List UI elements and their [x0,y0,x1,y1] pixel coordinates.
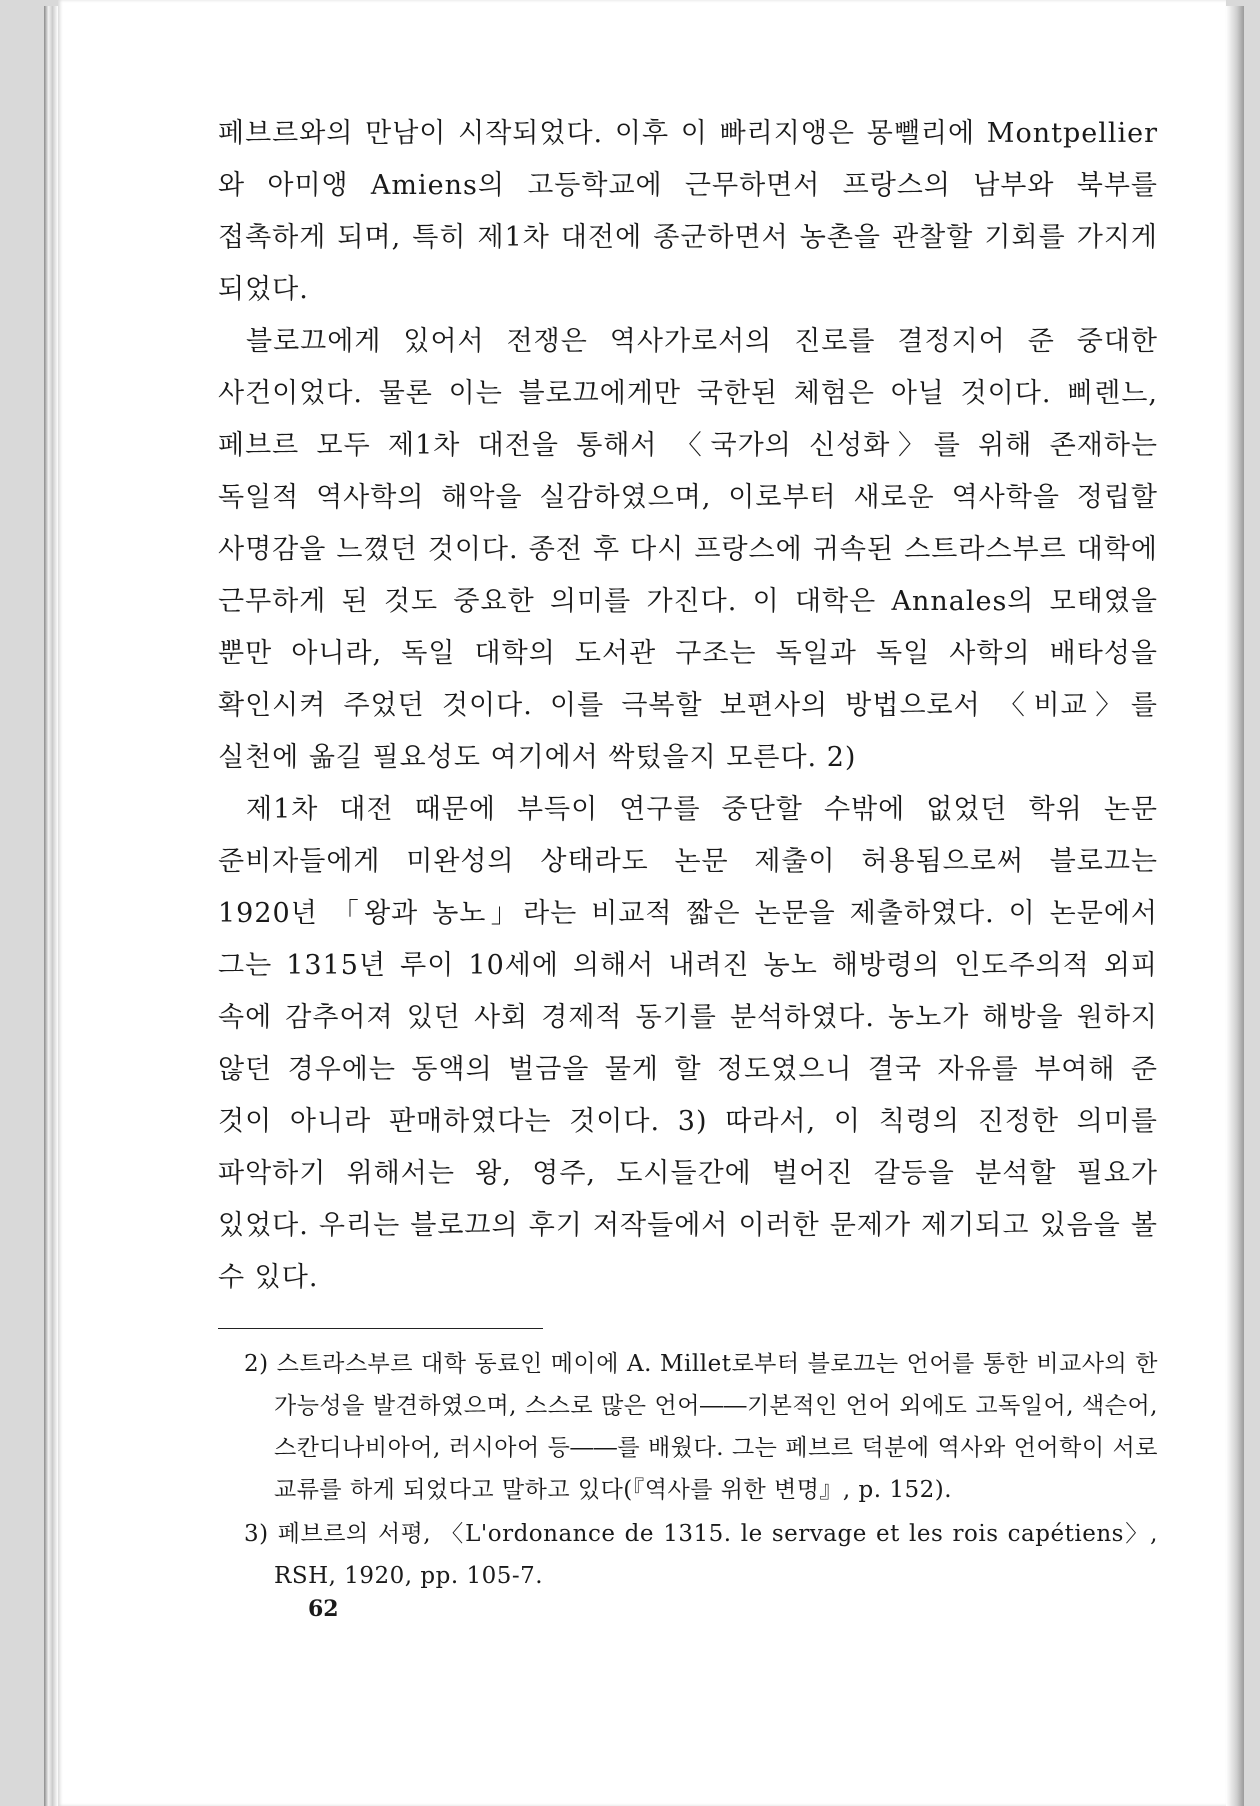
paragraph-1: 페브르와의 만남이 시작되었다. 이후 이 빠리지앵은 몽뺄리에 Montpellier 와 아미앵 Amiens의 고등학교에 근무하면서 프랑스의 남부와 북부를 접촉하게 되며, 특히 제1차 대전에 종군하면서 농촌을 관찰할 기회를 가지게 되었다. [218,118,1158,305]
paragraph-3: 제1차 대전 때문에 부득이 연구를 중단할 수밖에 없었던 학위 논문 준비자들에게 미완성의 상태라도 논문 제출이 허용됨으로써 블로끄는 1920년 「왕과 농노」라는 비교적 짧은 논문을 제출하였다. 이 논문에서 그는 1315년 루이 10세에 의해서 내려진 농노 해방령의 인도주의적 외피 속에 감추어져 있던 사회 경제적 동기를 분석하였다. 농노가 해방을 원하지 않던 경우에는 동액의 벌금을 물게 할 정도였으니 결국 자유를 부여해 준 것이 아니라 판매하였다는 것이다. 3) 따라서, 이 칙령의 진정한 의미를 파악하기 위해서는 왕, 영주, 도시들간에 벌어진 갈등을 분석할 필요가 있었다. 우리는 블로끄의 후기 저작들에서 이러한 문제가 제기되고 있음을 볼 수 있다. [218,794,1158,1293]
paragraph-2: 블로끄에게 있어서 전쟁은 역사가로서의 진로를 결정지어 준 중대한 사건이었다. 물론 이는 블로끄에게만 국한된 체험은 아닐 것이다. 삐렌느, 페브르 모두 제1차 대전을 통해서 〈국가의 신성화〉를 위해 존재하는 독일적 역사학의 해악을 실감하였으며, 이로부터 새로운 역사학을 정립할 사명감을 느꼈던 것이다. 종전 후 다시 프랑스에 귀속된 스트라스부르 대학에 근무하게 된 것도 중요한 의미를 가진다. 이 대학은 Annales의 모태였을 뿐만 아니라, 독일 대학의 도서관 구조는 독일과 독일 사학의 배타성을 확인시켜 주었던 것이다. 이를 극복할 보편사의 방법으로서 〈비교〉를 실천에 옮길 필요성도 여기에서 싹텄을지 모른다. 2) [218,326,1158,773]
footnote-3: 3) 페브르의 서평, 〈L'ordonance de 1315. le servage et les rois capétiens〉, RSH, 1920, pp. 105-7. [244,1521,1158,1589]
footnote-2: 2) 스트라스부르 대학 동료인 메이에 A. Millet로부터 블로끄는 언어를 통한 비교사의 한 가능성을 발견하였으며, 스스로 많은 언어――기본적인 언어 외에도 고독일어, 색슨어, 스칸디나비아어, 러시아어 등――를 배웠다. 그는 페브르 덕분에 역사와 언어학이 서로 교류를 하게 되었다고 말하고 있다(『역사를 위한 변명』, p. 152). [244,1351,1158,1503]
footnote-rule [218,1328,543,1329]
book-page [58,0,1226,1806]
footnotes [218,1328,1158,1597]
page-number: 62 [308,1596,339,1622]
page-body [218,108,1158,1599]
page-stack-edge-right [1226,6,1244,1806]
